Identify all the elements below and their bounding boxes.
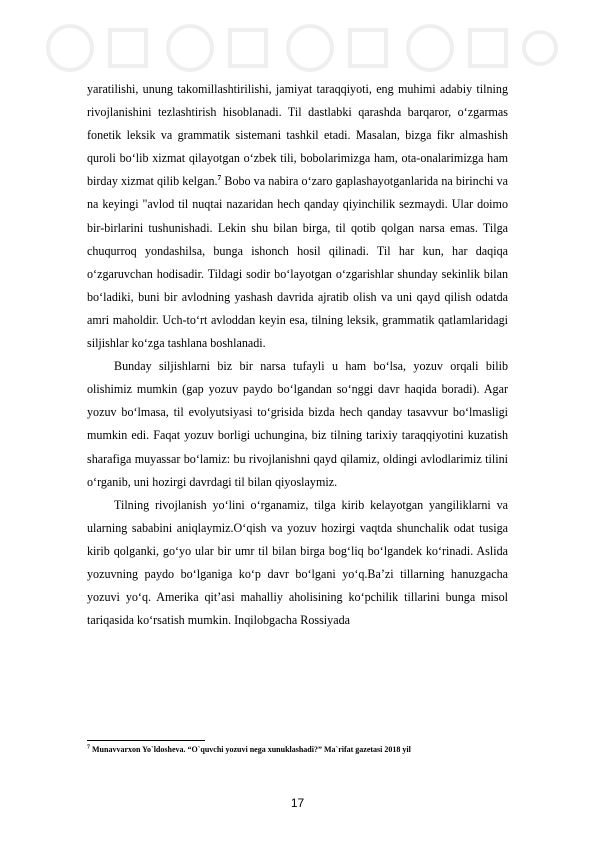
paragraph bbox=[87, 78, 508, 355]
footnote-mark: 7 bbox=[87, 744, 90, 751]
watermark-logo bbox=[40, 18, 560, 78]
footnote-reference: 7 bbox=[217, 173, 222, 183]
paragraph bbox=[87, 494, 508, 633]
footnote-text: Munavvarxon Yo`ldosheva. “O`quvchi yozuvi nega xunuklashadi?” Ma`rifat gazetasi 2018 yil bbox=[90, 745, 411, 754]
footnote bbox=[87, 744, 517, 755]
paragraph bbox=[87, 355, 508, 494]
paragraph-text: yaratilishi, unung takomillashtirilishi, jamiyat taraqqiyoti, eng muhimi adabiy tilning rivojlanishini tezlashtirish hisoblanadi. Til dastlabki qarashda barqaror, o‘zgarmas fonetik leksik va grammatik sistemani tashkil etadi. Masalan, bizga fikr almashish quroli bo‘lib xizmat qilayotgan o‘zbek tili, bobolarimizga ham, ota-onalarimizga ham birday xizmat qilib kelgan. bbox=[87, 82, 508, 189]
paragraph-text: Bunday siljishlarni biz bir narsa tufayli u ham bo‘lsa, yozuv orqali bilib olishimiz mumkin (gap yozuv paydo bo‘lgandan so‘nggi davr haqida boradi). Agar yozuv bo‘lmasa, til evolyutsiyasi to‘grisida bizda hech qanday tasavvur bo‘lmasligi mumkin edi. Faqat yozuv borligi uchungina, biz tilning tarixiy taraqqiyotini kuzatish sharafiga muyassar bo‘lamiz: bu rivojlanishni qayd qilamiz, oldingi avlodlarimiz tilini o‘rganib, uni hozirgi davrdagi til bilan qiyoslaymiz. bbox=[87, 359, 508, 489]
page-number: 17 bbox=[290, 796, 305, 810]
paragraph-text: Bobo va nabira o‘zaro gaplashayotganlarida na birinchi va na keyingi "avlod til nuqtai nazaridan hech qanday qiyinchilik sezmaydi. Ular doimo bir-birlarini tushunishadi. Lekin shu bilan birga, til qotib qolgan narsa emas. Tilga chuqurroq yondashilsa, bunga ishonch hosil qilinadi. Til har kun, har daqiqa o‘zgaruvchan hodisadir. Tildagi sodir bo‘layotgan o‘zgarishlar shunday sekinlik bilan bo‘ladiki, buni bir avlodning yashash davrida ajratib olish va uni qayd qilish odatda amri maholdir. Uch-to‘rt avloddan keyin esa, tilning leksik, grammatik qatlamlaridagi siljishlar ko‘zga tashlana boshlanadi. bbox=[87, 174, 508, 351]
footnote-divider bbox=[87, 740, 205, 741]
paragraph-text: Tilning rivojlanish yo‘lini o‘rganamiz, tilga kirib kelayotgan yangiliklarni va ularning sababini aniqlaymiz.O‘qish va yozuv hozirgi vaqtda shunchalik odat tusiga kirib qolganki, go‘yo ular bir umr til bilan birga bog‘liq bo‘lgandek ko‘rinadi. Aslida yozuvning paydo bo‘lganiga ko‘p davr bo‘lgani yo‘q.Ba’zi tillarning hanuzgacha yozuvi yo‘q. Amerika qit’asi mahalliy aholisining ko‘pchilik tillarini bunga misol tariqasida ko‘rsatish mumkin. Inqilobgacha Rossiyada bbox=[87, 497, 508, 628]
body-text bbox=[87, 78, 508, 632]
